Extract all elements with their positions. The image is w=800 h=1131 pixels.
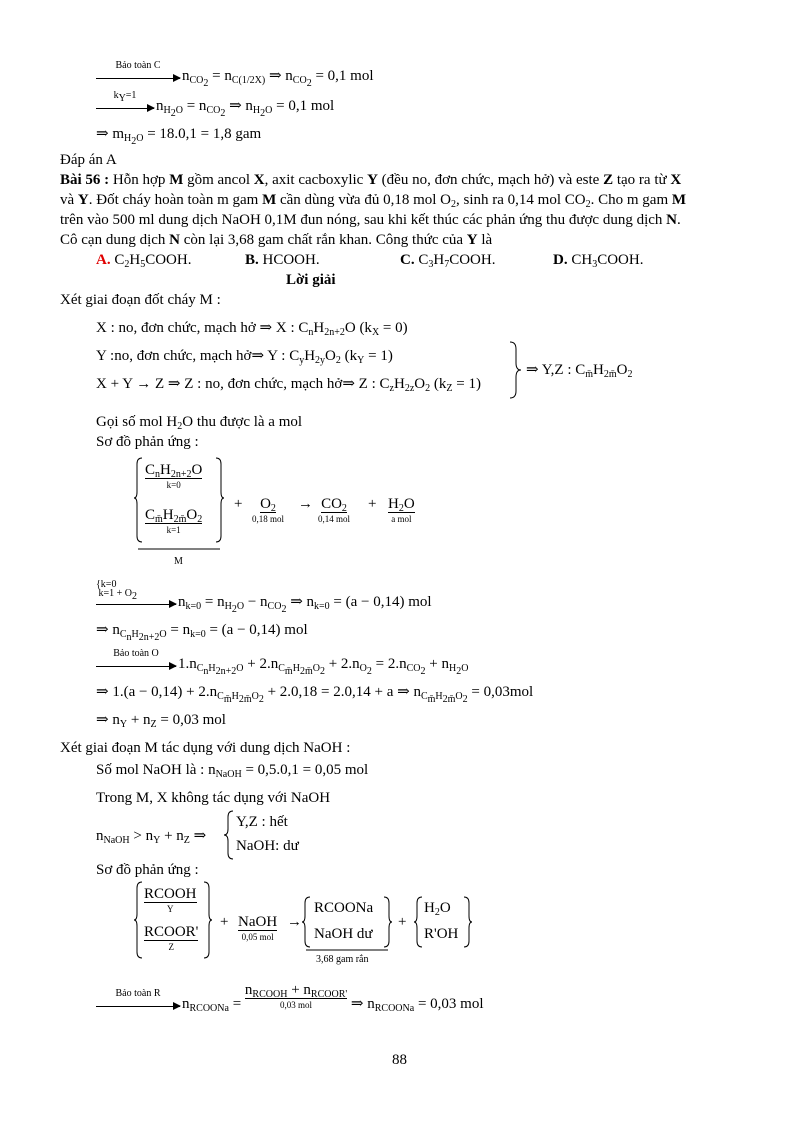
solution-title: Lời giải — [286, 272, 336, 288]
eq-conserve-c: Bảo toàn C $n_{CO_2} = n_{C(1/2X)}$ ⇒ $n_{CO_2} = 0,1$ mol — [96, 66, 374, 86]
case-naoh: NaOH: dư — [236, 838, 299, 854]
scheme1-acid-ester: $C_{m̄}H_{2m̄}O_2$ k=1 — [145, 507, 203, 535]
eq-mass-h2o: ⇒ $m_{H_2O} = 18.0,1 = 1,8$ gam — [96, 126, 262, 147]
left-brace — [223, 810, 235, 860]
option-c[interactable]: C. $C_3H_7COOH$. — [400, 252, 496, 270]
page-number: 88 — [392, 1052, 407, 1068]
case-yz: Y,Z : hết — [236, 814, 288, 830]
scheme1-o2: $O_2$ 0,18 mol — [252, 496, 285, 524]
scheme2-excess: NaOH dư — [314, 926, 373, 942]
arrow-conserve-c: Bảo toàn C — [96, 74, 180, 79]
eq-nyz: ⇒ $n_Y + n_Z = 0,03$ mol — [96, 712, 226, 730]
eq-solve: ⇒ $1.(a - 0,14) + 2.n_{C_{m̄}H_{2m̄}O_2} + 2.0,18 = 2.0,14 + a$ ⇒ $n_{C_{m̄}H_{2m̄}O_2} = 0,03mol$ — [96, 684, 534, 705]
eq-conserve-r: Bảo toàn R $n_{RCOONa} = n_{RCOOH} + n_{RCOOR'}$ 0,03 mol ⇒ $n_{RCOONa} = 0,03$ mol — [96, 980, 484, 1014]
eq-ky1: $k_Y=1$ $n_{H_2O} = n_{CO_2}$ ⇒ $n_{H_2O} = 0,1$ mol — [96, 96, 334, 116]
scheme1-m-label: M — [174, 556, 183, 567]
stage1-y: Y :no, đơn chức, mạch hở⇒ Y : $C_yH_{2y}O_2$ $(k_Y = 1)$ — [96, 348, 393, 366]
arrow-conserve-o: Bảo toàn O — [96, 662, 176, 667]
right-brace — [508, 341, 522, 399]
scheme2-solid: 3,68 gam rắn — [316, 954, 369, 965]
scheme2-ester: RCOOR' Z — [144, 924, 199, 952]
problem-line-4: Cô cạn dung dịch N còn lại 3,68 gam chất rắn khan. Công thức của Y là — [60, 232, 493, 248]
problem-line-2: và Y. Đốt cháy hoàn toàn m gam M cần dùng vừa đủ 0,18 mol $O_2$, sinh ra 0,14 mol $CO_2$. Cho m gam M — [60, 192, 687, 210]
plus: + — [368, 496, 377, 512]
arrow-conserve-r: Bảo toàn R — [96, 1002, 180, 1007]
arrow-k-o2: {k=0 $k=1 + O_2$ — [96, 600, 176, 605]
stage1-let: Gọi số mol $H_2O$ thu được là a mol — [96, 414, 303, 432]
scheme2-water: $H_2O$ — [424, 900, 451, 918]
stage2-scheme: Sơ đồ phản ứng : — [96, 862, 199, 878]
scheme1-co2: $CO_2$ 0,14 mol — [318, 496, 351, 524]
stage2-note: Trong M, X không tác dụng với NaOH — [96, 790, 331, 806]
eq-k0: {k=0 $k=1 + O_2$ $n_{k=0} = n_{H_2O} - n_{CO_2}$ ⇒ $n_{k=0} = (a - 0,14)$ mol — [96, 579, 432, 615]
stage1-heading: Xét giai đoạn đốt cháy M : — [60, 292, 221, 308]
option-b[interactable]: B. HCOOH. — [245, 252, 320, 268]
stage2-compare: $n_{NaOH} > n_Y + n_Z$ ⇒ — [96, 828, 207, 846]
problem-line-1: Bài 56 : Hỗn hợp M gồm ancol X, axit cacboxylic Y (đều no, đơn chức, mạch hở) và este Z tạo ra từ X — [60, 172, 682, 188]
stage2-heading: Xét giai đoạn M tác dụng với dung dịch NaOH : — [60, 740, 351, 756]
stage1-x: X : no, đơn chức, mạch hở ⇒ X : $C_nH_{2n+2}O$ $(k_X = 0)$ — [96, 320, 408, 338]
arrow: → — [287, 914, 302, 930]
scheme1-alcohol: $C_nH_{2n+2}O$ k=0 — [145, 462, 203, 490]
scheme1-h2o: $H_2O$ a mol — [388, 496, 415, 524]
plus: + — [398, 914, 407, 930]
stage2-naoh: Số mol NaOH là : $n_{NaOH} = 0,5.0,1 = 0,05$ mol — [96, 762, 369, 780]
scheme2-alcohol: R'OH — [424, 926, 459, 942]
scheme2-naoh: NaOH 0,05 mol — [238, 914, 278, 942]
plus: + — [220, 914, 229, 930]
problem-line-3: trên vào 500 ml dung dịch NaOH 0,1M đun nóng, sau khi kết thúc các phản ứng thu được dung dịch N. — [60, 212, 681, 228]
scheme2-salt: RCOONa — [314, 900, 374, 916]
stage1-scheme: Sơ đồ phản ứng : — [96, 434, 199, 450]
stage1-z: X + Y → Z ⇒ Z : no, đơn chức, mạch hở⇒ Z : $C_zH_{2z}O_2$ $(k_Z = 1)$ — [96, 376, 481, 394]
arrow: → — [298, 496, 313, 512]
scheme2-acid: RCOOH Y — [144, 886, 197, 914]
arrow-ky1: $k_Y=1$ — [96, 104, 154, 109]
eq-conserve-o: Bảo toàn O $1.n_{C_nH_{2n+2}O} + 2.n_{C_{m̄}H_{2m̄}O_2} + 2.n_{O_2} = 2.n_{CO_2} + n_{H_2O}$ — [96, 654, 468, 674]
option-a[interactable]: A. $C_2H_5COOH$. — [96, 252, 192, 270]
plus: + — [234, 496, 243, 512]
eq-alcohol-mol: ⇒ $n_{C_nH_{2n+2}O} = n_{k=0} = (a - 0,14)$ mol — [96, 622, 308, 643]
stage1-yz: ⇒ Y,Z : $C_{m̄}H_{2m̄}O_2$ — [526, 362, 633, 380]
answer-line: Đáp án A — [60, 152, 117, 168]
option-d[interactable]: D. $CH_3COOH$. — [553, 252, 644, 270]
